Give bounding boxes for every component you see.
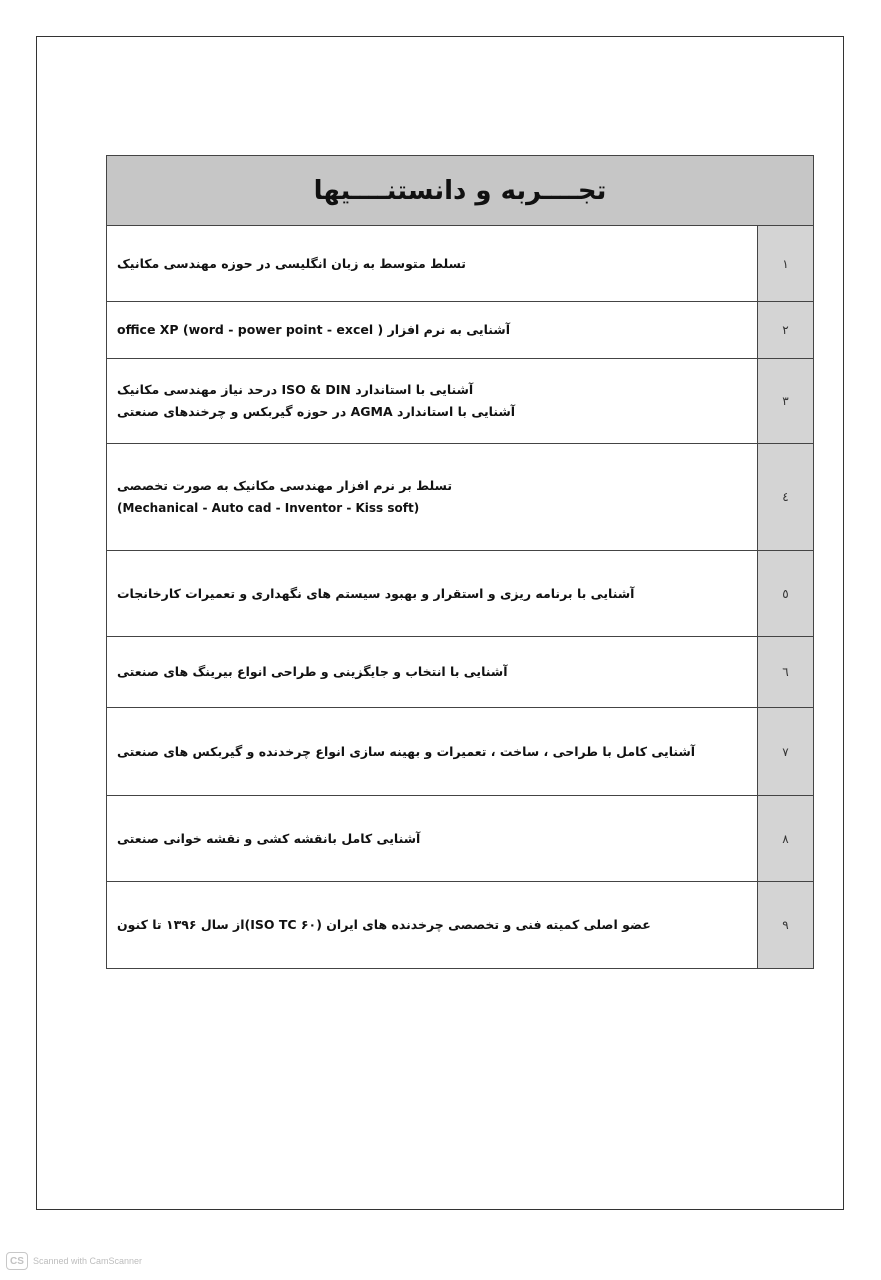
row-text-line-2: آشنایی با استاندارد AGMA در حوزه گیربکس و چرخندهای صنعتی xyxy=(117,404,516,419)
row-content xyxy=(107,882,757,968)
watermark-text: Scanned with CamScanner xyxy=(33,1256,143,1266)
table-row xyxy=(107,637,813,708)
row-text: آشنایی با برنامه ریزی و استقرار و بهبود سیستم های نگهداری و تعمیرات کارخانجات xyxy=(117,585,635,601)
table-title: تجــــربه و دانستنــــیها xyxy=(313,175,607,206)
row-number: ٢ xyxy=(757,302,813,358)
row-content xyxy=(107,551,757,636)
table-row xyxy=(107,302,813,359)
row-text: آشنایی کامل بانقشه کشی و نقشه خوانی صنعتی xyxy=(117,830,421,846)
row-content xyxy=(107,359,757,443)
row-content xyxy=(107,444,757,550)
experience-table xyxy=(106,155,814,969)
row-text: عضو اصلی کمیته فنی و تخصصی چرخدنده های ایران (ISO TC ۶۰)از سال ۱۳۹۶ تا کنون xyxy=(117,917,651,932)
row-text-line-2: (Mechanical - Auto cad - Inventor - Kiss soft) xyxy=(117,501,420,515)
row-number: ٨ xyxy=(757,796,813,881)
row-content xyxy=(107,708,757,795)
row-number: ٤ xyxy=(757,444,813,550)
table-row xyxy=(107,444,813,551)
table-row xyxy=(107,882,813,968)
row-text: آشنایی کامل با طراحی ، ساخت ، تعمیرات و بهینه سازی انواع چرخدنده و گیربکس های صنعتی xyxy=(117,743,696,759)
row-text-line-1: آشنایی با استاندارد ISO & DIN درحد نیاز مهندسی مکانیک xyxy=(117,382,474,397)
table-row xyxy=(107,708,813,796)
row-number: ٩ xyxy=(757,882,813,968)
row-content xyxy=(107,796,757,881)
row-content xyxy=(107,637,757,707)
table-row xyxy=(107,551,813,637)
row-text-line-1: تسلط بر نرم افزار مهندسی مکانیک به صورت تخصصی xyxy=(117,478,453,493)
row-number: ٧ xyxy=(757,708,813,795)
row-number: ٦ xyxy=(757,637,813,707)
row-text: آشنایی با انتخاب و جایگزینی و طراحی انواع بیرینگ های صنعتی xyxy=(117,664,508,679)
row-text: تسلط متوسط به زبان انگلیسی در حوزه مهندسی مکانیک xyxy=(117,255,466,271)
row-content xyxy=(107,302,757,358)
table-row xyxy=(107,226,813,302)
row-text: آشنایی به نرم افزار ( office XP (word - power point - excel xyxy=(117,322,510,337)
camscanner-watermark xyxy=(6,1252,142,1270)
row-content xyxy=(107,226,757,301)
camscanner-logo-icon: CS xyxy=(6,1252,28,1270)
row-number: ٥ xyxy=(757,551,813,636)
table-row xyxy=(107,796,813,882)
table-row xyxy=(107,359,813,444)
row-number: ١ xyxy=(757,226,813,301)
table-header xyxy=(107,156,813,226)
row-number: ٣ xyxy=(757,359,813,443)
